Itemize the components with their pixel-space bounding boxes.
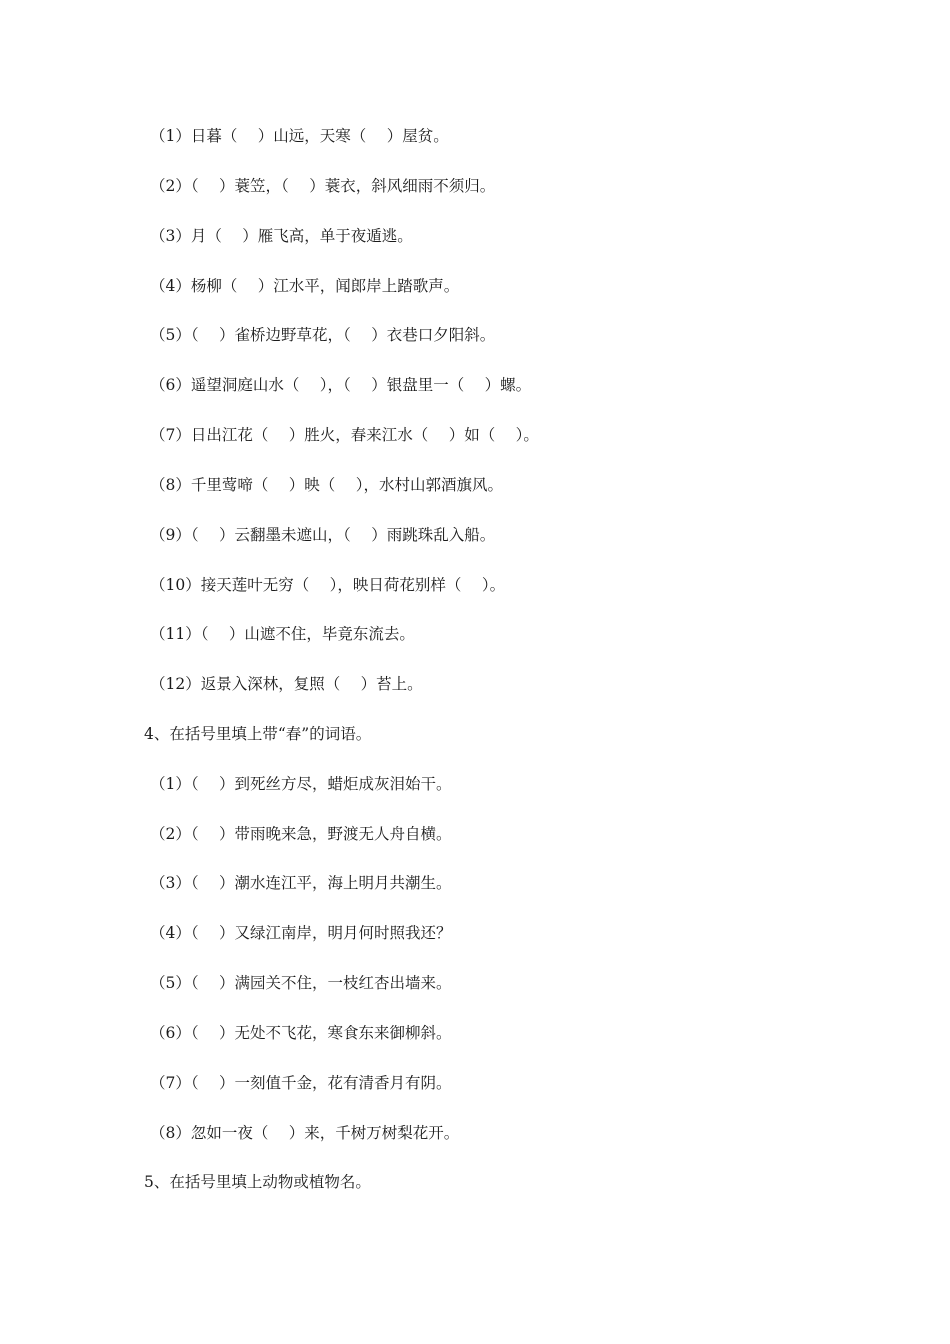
fill-blank-item: （1）日暮（ ）山远，天寒（ ）屋贫。	[150, 127, 449, 145]
fill-blank-item: （6）（ ）无处不飞花，寒食东来御柳斜。	[150, 1024, 452, 1042]
fill-blank-item: （8）千里莺啼（ ）映（ ），水村山郭酒旗风。	[150, 476, 503, 494]
fill-blank-item: （7）（ ）一刻值千金，花有清香月有阴。	[150, 1074, 452, 1092]
fill-blank-item: （3）月（ ）雁飞高，单于夜遁逃。	[150, 227, 413, 245]
section-heading-4: 4、在括号里填上带“春”的词语。	[144, 725, 372, 743]
fill-blank-item: （3）（ ）潮水连江平，海上明月共潮生。	[150, 874, 452, 892]
fill-blank-item: （6）遥望洞庭山水（ ），（ ）银盘里一（ ）螺。	[150, 376, 532, 394]
fill-blank-item: （11）（ ）山遮不住，毕竟东流去。	[150, 625, 415, 643]
fill-blank-item: （10）接天莲叶无穷（ ），映日荷花别样（ ）。	[150, 576, 506, 594]
fill-blank-item: （5）（ ）满园关不住，一枝红杏出墙来。	[150, 974, 452, 992]
fill-blank-item: （4）杨柳（ ）江水平，闻郎岸上踏歌声。	[150, 277, 460, 295]
fill-blank-item: （8）忽如一夜（ ）来，千树万树梨花开。	[150, 1124, 460, 1142]
fill-blank-item: （2）（ ）蓑笠，（ ）蓑衣，斜风细雨不须归。	[150, 177, 496, 195]
fill-blank-item: （2）（ ）带雨晚来急，野渡无人舟自横。	[150, 825, 452, 843]
fill-blank-item: （5）（ ）雀桥边野草花，（ ）衣巷口夕阳斜。	[150, 326, 496, 344]
section-heading-5: 5、在括号里填上动物或植物名。	[144, 1173, 371, 1191]
fill-blank-item: （7）日出江花（ ）胜火，春来江水（ ）如（ ）。	[150, 426, 539, 444]
fill-blank-item: （1）（ ）到死丝方尽，蜡炬成灰泪始干。	[150, 775, 452, 793]
fill-blank-item: （4）（ ）又绿江南岸，明月何时照我还？	[150, 924, 452, 942]
fill-blank-item: （12）返景入深林，复照（ ）苔上。	[150, 675, 423, 693]
fill-blank-item: （9）（ ）云翻墨未遮山，（ ）雨跳珠乱入船。	[150, 526, 496, 544]
